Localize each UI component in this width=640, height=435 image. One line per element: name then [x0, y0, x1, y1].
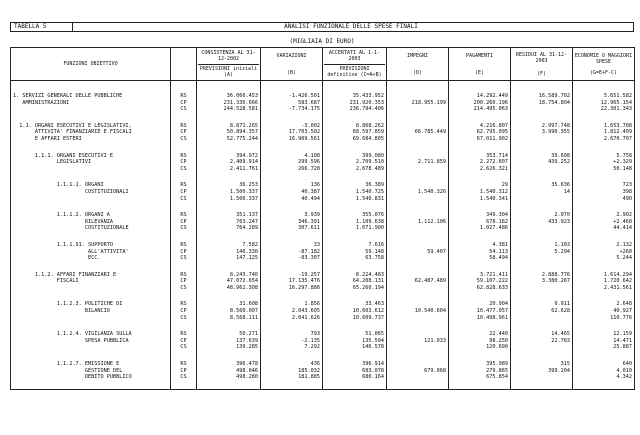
- cell-economie: 2.132 +260 5.244: [573, 242, 635, 262]
- table-title: ANALISI FUNZIONALE DELLE SPESE FINALI: [284, 23, 418, 30]
- row-category: RS CP CS: [171, 212, 197, 232]
- row-label: 1.1.1.1. ORGANI COSTITUZIONALI: [11, 182, 171, 202]
- row-label: 1.1.2.3. POLITICHE DI BILANCIO: [11, 301, 171, 321]
- row-label: 1.1.2. AFFARI FINANZIARI E FISCALI: [11, 272, 171, 292]
- col-residui-sub: (F): [536, 70, 547, 77]
- col-economie-sub: (G=E+F-C): [589, 69, 618, 76]
- cell-consistenza: 31.608 8.560.007 8.568.111: [197, 301, 261, 321]
- cell-pagamenti: 29 1.540.312 1.540.341: [449, 182, 511, 202]
- cell-residui: 2.997.748 3.990.355: [511, 123, 573, 143]
- row-label: 1.1.1.91. SUPPORTO ALL'ATTIVITA' ECC.: [11, 242, 171, 262]
- spending-table: [10, 47, 635, 390]
- col-cat: [171, 48, 197, 81]
- cell-impegni: 62.487.489: [387, 272, 449, 292]
- row-spacer: [11, 262, 635, 272]
- col-impegni: IMPEGNI (D): [387, 48, 449, 81]
- cell-accertati: 36.389 1.540.725 1.540.831: [323, 182, 387, 202]
- col-consistenza-sub: PREVISIONI iniziali (A): [199, 66, 258, 78]
- cell-impegni: 2.711.859: [387, 153, 449, 173]
- col-variazioni: VARIAZIONI (B): [261, 48, 323, 81]
- cell-residui: 2.070 433.923: [511, 212, 573, 232]
- cell-consistenza: 36.253 1.500.337 1.500.337: [197, 182, 261, 202]
- cell-variazioni: 1.856 2.043.605 2.041.626: [261, 301, 323, 321]
- cell-residui: 2.888.776 3.380.267: [511, 272, 573, 292]
- cell-accertati: 7.616 59.148 63.758: [323, 242, 387, 262]
- cell-impegni: 1.112.106: [387, 212, 449, 232]
- cell-pagamenti: 22.440 98.250 120.690: [449, 331, 511, 351]
- row-label: 1.1.1.2. ORGANI A RILEVANZA COSTITUZIONALE: [11, 212, 171, 232]
- cell-pagamenti: 395.989 279.865 675.854: [449, 361, 511, 389]
- cell-residui: 14.465 22.783: [511, 331, 573, 351]
- cell-accertati: 399.080 2.709.510 2.678.489: [323, 153, 387, 173]
- row-category: RS CP CS: [171, 272, 197, 292]
- cell-impegni: 59.407: [387, 242, 449, 262]
- row-category: RS CP CS: [171, 242, 197, 262]
- cell-impegni: 10.540.604: [387, 301, 449, 321]
- cell-consistenza: 7.582 146.330 147.125: [197, 242, 261, 262]
- cell-accertati: 355.076 1.109.638 1.071.900: [323, 212, 387, 232]
- cell-variazioni: 3.939 346.391 307.611: [261, 212, 323, 232]
- cell-economie: 640 4.010 4.342: [573, 361, 635, 389]
- cell-economie: 12.159 14.471 25.887: [573, 331, 635, 351]
- cell-consistenza: 396.478 498.046 498.280: [197, 361, 261, 389]
- table-row: [11, 123, 635, 143]
- row-spacer: [11, 113, 635, 123]
- col-impegni-sub: (D): [412, 69, 423, 76]
- row-spacer: [11, 232, 635, 242]
- cell-impegni: 679.068: [387, 361, 449, 389]
- cell-consistenza: 351.137 763.247 764.289: [197, 212, 261, 232]
- row-label: 1.1.2.7. EMISSIONE E GESTIONE DEL DEBITO PUBBLICO: [11, 361, 171, 389]
- col-accertati: ACCERTATI AL 1-1-2003 PREVISIONI definitive (C=A+B): [323, 48, 387, 81]
- table-row: [11, 182, 635, 202]
- cell-variazioni: 33 -87.182 -83.307: [261, 242, 323, 262]
- row-category: RS CP CS: [171, 81, 197, 113]
- cell-consistenza: 8.243.740 47.072.654 48.962.308: [197, 272, 261, 292]
- cell-variazioni: -3.002 17.703.502 16.909.561: [261, 123, 323, 143]
- cell-variazioni: 436 185.032 181.885: [261, 361, 323, 389]
- cell-economie: 5.651.582 12.965.154 22.301.343: [573, 81, 635, 113]
- table-row: [11, 301, 635, 321]
- row-category: RS CP CS: [171, 123, 197, 143]
- cell-consistenza: 36.060.453 231.336.666 244.528.581: [197, 81, 261, 113]
- table-row: [11, 361, 635, 389]
- cell-pagamenti: 349.304 678.182 1.027.486: [449, 212, 511, 232]
- cell-accertati: 51.065 135.504 146.578: [323, 331, 387, 351]
- table-row: [11, 242, 635, 262]
- table-row: [11, 212, 635, 232]
- cell-variazioni: 793 -2.135 7.292: [261, 331, 323, 351]
- col-pagamenti-sub: (E): [474, 69, 485, 76]
- cell-economie: 5.758 +2.329 50.148: [573, 153, 635, 173]
- col-pagamenti: PAGAMENTI (E): [449, 48, 511, 81]
- cell-variazioni: 4.108 299.596 266.728: [261, 153, 323, 173]
- col-variazioni-sub: (B): [286, 69, 297, 76]
- cell-pagamenti: 14.292.449 200.260.196 214.495.063: [449, 81, 511, 113]
- cell-impegni: 218.955.199: [387, 81, 449, 113]
- cell-residui: 315 399.204: [511, 361, 573, 389]
- row-category: RS CP CS: [171, 301, 197, 321]
- column-header-row: [11, 48, 635, 81]
- table-row: [11, 331, 635, 351]
- cell-pagamenti: 20.904 10.477.057 10.498.961: [449, 301, 511, 321]
- col-consistenza: CONSISTENZA AL 31-12-2002 PREVISIONI iniziali (A): [197, 48, 261, 81]
- cell-accertati: 396.914 683.078 680.164: [323, 361, 387, 389]
- cell-economie: 1.614.294 1.720.642 2.431.561: [573, 272, 635, 292]
- cell-impegni: 66.785.449: [387, 123, 449, 143]
- cell-accertati: 8.868.262 68.597.859 69.684.805: [323, 123, 387, 143]
- cell-variazioni: -19.257 17.135.476 16.297.886: [261, 272, 323, 292]
- cell-pagamenti: 4.381 54.113 58.494: [449, 242, 511, 262]
- cell-impegni: 1.540.326: [387, 182, 449, 202]
- row-category: RS CP CS: [171, 153, 197, 173]
- row-label: 1.1. ORGANI ESECUTIVI E LEGISLATIVI, ATTIVITA' FINANZIARIE E FISCALI E AFFARI ESTERI: [11, 123, 171, 143]
- cell-accertati: 33.463 10.603.612 10.609.737: [323, 301, 387, 321]
- row-spacer: [11, 143, 635, 153]
- cell-consistenza: 8.871.265 50.894.357 52.775.244: [197, 123, 261, 143]
- cell-economie: 2.648 40.927 110.776: [573, 301, 635, 321]
- row-label: 1.1.1. ORGANI ESECUTIVI E LEGISLATIVI: [11, 153, 171, 173]
- cell-economie: 723 398 490: [573, 182, 635, 202]
- cell-variazioni: -1.426.501 583.687 -7.734.175: [261, 81, 323, 113]
- cell-consistenza: 394.972 2.409.914 2.411.761: [197, 153, 261, 173]
- cell-pagamenti: 4.216.807 62.795.095 67.011.902: [449, 123, 511, 143]
- row-label: 1. SERVIZI GENERALI DELLE PUBBLICHE AMMINISTRAZIONI: [11, 81, 171, 113]
- cell-economie: 2.902 +2.468 44.414: [573, 212, 635, 232]
- table-header-bar: [10, 22, 634, 32]
- row-label: 1.1.2.4. VIGILANZA SULLA SPESA PUBBLICA: [11, 331, 171, 351]
- table-row: [11, 81, 635, 113]
- cell-impegni: 121.033: [387, 331, 449, 351]
- cell-variazioni: 136 40.387 40.494: [261, 182, 323, 202]
- row-spacer: [11, 351, 635, 361]
- cell-residui: 39.608 439.252: [511, 153, 573, 173]
- unit-label: (MIGLIAIA DI EURO): [289, 38, 355, 45]
- row-spacer: [11, 172, 635, 182]
- col-accertati-sub: PREVISIONI definitive (C=A+B): [324, 64, 385, 78]
- table-row: [11, 153, 635, 173]
- cell-accertati: 35.433.952 231.920.353 236.794.406: [323, 81, 387, 113]
- cell-residui: 9.911 62.628: [511, 301, 573, 321]
- col-residui: RESIDUI AL 31-12-2003 (F): [511, 48, 573, 81]
- cell-residui: 35.636 14: [511, 182, 573, 202]
- row-category: RS CP CS: [171, 361, 197, 389]
- row-spacer: [11, 321, 635, 331]
- col-economie: ECONOMIE O MAGGIORI SPESE (G=E+F-C): [573, 48, 635, 81]
- row-spacer: [11, 202, 635, 212]
- table-row: [11, 272, 635, 292]
- cell-pagamenti: 353.714 2.272.607 2.626.321: [449, 153, 511, 173]
- col-funzioni: FUNZIONI OBIETTIVO: [11, 48, 171, 81]
- cell-pagamenti: 3.721.411 59.107.222 62.828.633: [449, 272, 511, 292]
- table-id: TABELLA 5: [11, 23, 73, 31]
- row-category: RS CP CS: [171, 331, 197, 351]
- row-category: RS CP CS: [171, 182, 197, 202]
- cell-residui: 16.589.702 18.754.804: [511, 81, 573, 113]
- cell-residui: 1.103 5.294: [511, 242, 573, 262]
- cell-economie: 1.653.708 1.812.409 2.670.707: [573, 123, 635, 143]
- cell-consistenza: 50.271 137.639 139.285: [197, 331, 261, 351]
- cell-accertati: 8.224.483 64.208.131 65.260.194: [323, 272, 387, 292]
- row-spacer: [11, 291, 635, 301]
